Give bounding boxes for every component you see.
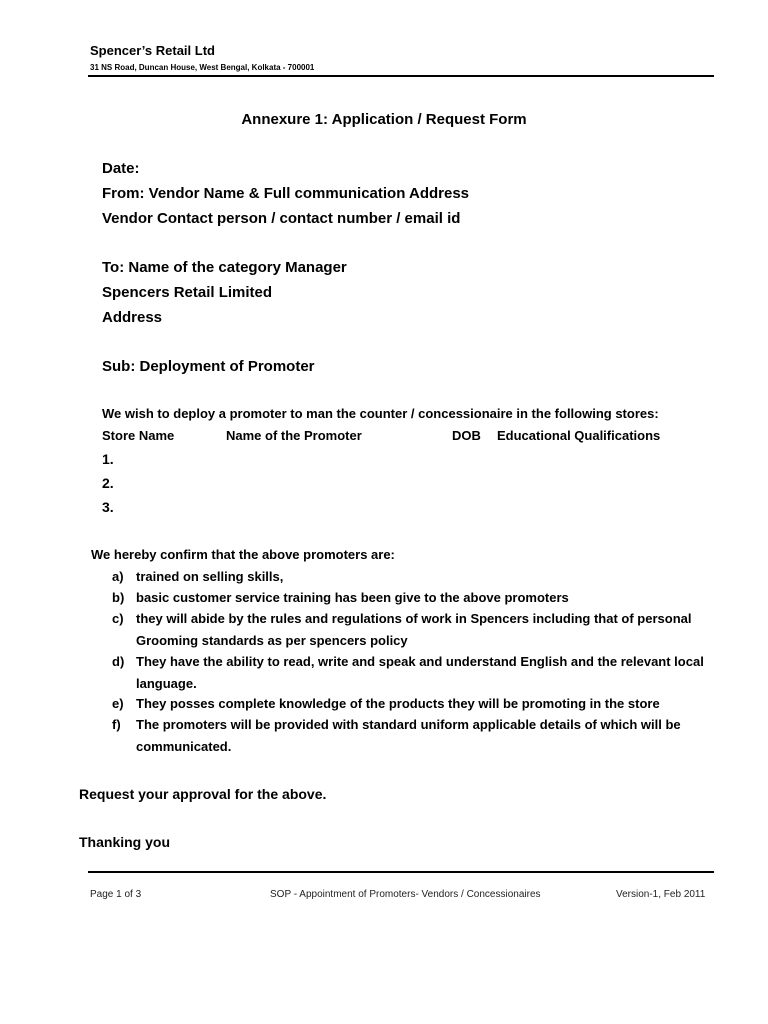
to-company: Spencers Retail Limited bbox=[102, 284, 273, 301]
footer-divider bbox=[88, 871, 714, 873]
footer-version: Version-1, Feb 2011 bbox=[616, 889, 706, 900]
company-name: Spencer’s Retail Ltd bbox=[90, 43, 215, 58]
list-item-marker: a) bbox=[112, 569, 124, 584]
table-row-number: 2. bbox=[102, 475, 114, 491]
to-field: To: Name of the category Manager bbox=[102, 259, 347, 276]
list-item-text: basic customer service training has been give to the above promoters bbox=[136, 590, 569, 605]
list-item-marker: f) bbox=[112, 717, 121, 732]
list-item-marker: b) bbox=[112, 590, 125, 605]
column-header-promoter-name: Name of the Promoter bbox=[226, 428, 362, 443]
table-row-number: 1. bbox=[102, 451, 114, 467]
intro-text: We wish to deploy a promoter to man the counter / concessionaire in the following stores: bbox=[102, 406, 659, 421]
column-header-dob: DOB bbox=[452, 428, 481, 443]
thanks-line: Thanking you bbox=[79, 834, 170, 850]
list-item-marker: d) bbox=[112, 654, 125, 669]
header-divider bbox=[88, 75, 714, 77]
contact-field: Vendor Contact person / contact number / email id bbox=[102, 210, 461, 227]
form-title: Annexure 1: Application / Request Form bbox=[241, 111, 527, 128]
company-address: 31 NS Road, Duncan House, West Bengal, Kolkata - 700001 bbox=[90, 63, 315, 72]
list-item-text: trained on selling skills, bbox=[136, 569, 284, 584]
table-row-number: 3. bbox=[102, 499, 114, 515]
list-item-text: They posses complete knowledge of the products they will be promoting in the store bbox=[136, 696, 660, 711]
to-address: Address bbox=[102, 309, 163, 326]
list-item-text: They have the ability to read, write and speak and understand English and the relevant local language. bbox=[136, 654, 704, 691]
column-header-qualifications: Educational Qualifications bbox=[497, 428, 661, 443]
column-header-store-name: Store Name bbox=[102, 428, 175, 443]
confirmation-intro: We hereby confirm that the above promoters are: bbox=[91, 547, 395, 562]
list-item-marker: e) bbox=[112, 696, 124, 711]
list-item-text: they will abide by the rules and regulations of work in Spencers including that of personal Grooming standards as per spencers policy bbox=[136, 611, 692, 648]
date-field: Date: bbox=[102, 160, 140, 177]
list-item-marker: c) bbox=[112, 611, 124, 626]
approval-request: Request your approval for the above. bbox=[79, 786, 327, 802]
footer-sop-title: SOP - Appointment of Promoters- Vendors / Concessionaires bbox=[270, 889, 541, 900]
from-field: From: Vendor Name & Full communication Address bbox=[102, 185, 470, 202]
page-number: Page 1 of 3 bbox=[90, 889, 142, 900]
subject-line: Sub: Deployment of Promoter bbox=[102, 358, 315, 375]
list-item-text: The promoters will be provided with standard uniform applicable details of which will be communicated. bbox=[136, 717, 681, 754]
